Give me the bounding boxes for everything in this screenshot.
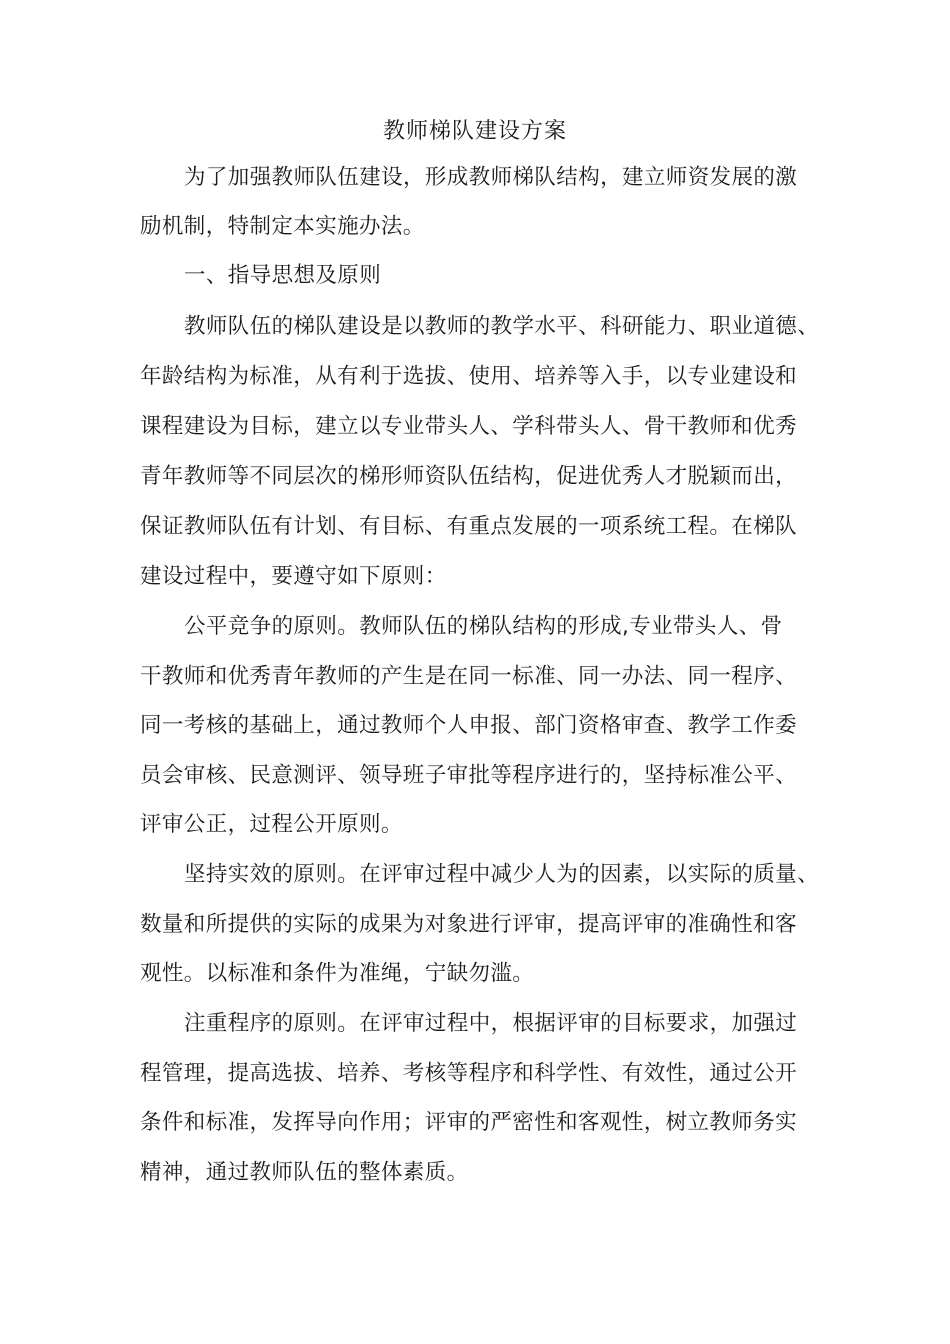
effectiveness-line-3: 观性。以标准和条件为准绳，宁缺勿滥。: [140, 961, 535, 986]
guiding-para-line-3: 课程建设为目标，建立以专业带头人、学科带头人、骨干教师和优秀: [140, 414, 798, 439]
intro-line-2: 励机制，特制定本实施办法。: [140, 214, 425, 239]
procedure-line-1: 注重程序的原则。在评审过程中，根据评审的目标要求，加强过: [184, 1011, 798, 1036]
effectiveness-line-2: 数量和所提供的实际的成果为对象进行评审，提高评审的准确性和客: [140, 912, 798, 937]
document-title: 教师梯队建设方案: [382, 119, 567, 144]
guiding-para-line-2: 年龄结构为标准，从有利于选拔、使用、培养等入手，以专业建设和: [140, 364, 798, 389]
fair-competition-line-5: 评审公正，过程公开原则。: [140, 812, 403, 837]
procedure-line-3: 条件和标准，发挥导向作用；评审的严密性和客观性，树立教师务实: [140, 1110, 798, 1135]
procedure-line-2: 程管理，提高选拔、培养、考核等程序和科学性、有效性，通过公开: [140, 1061, 798, 1086]
fair-competition-line-1: 公平竞争的原则。教师队伍的梯队结构的形成,专业带头人、骨: [184, 614, 783, 639]
fair-competition-line-2: 干教师和优秀青年教师的产生是在同一标准、同一办法、同一程序、: [140, 664, 798, 689]
fair-competition-line-3: 同一考核的基础上，通过教师个人申报、部门资格审查、教学工作委: [140, 713, 798, 738]
guiding-para-line-5: 保证教师队伍有计划、有目标、有重点发展的一项系统工程。在梯队: [140, 514, 798, 539]
guiding-para-line-6: 建设过程中，要遵守如下原则：: [140, 564, 447, 589]
effectiveness-line-1: 坚持实效的原则。在评审过程中减少人为的因素，以实际的质量、: [184, 862, 820, 887]
intro-line-1: 为了加强教师队伍建设，形成教师梯队结构，建立师资发展的激: [184, 165, 798, 190]
guiding-para-line-4: 青年教师等不同层次的梯形师资队伍结构，促进优秀人才脱颖而出，: [140, 464, 798, 489]
fair-competition-line-4: 员会审核、民意测评、领导班子审批等程序进行的，坚持标准公平、: [140, 763, 798, 788]
procedure-line-4: 精神，通过教师队伍的整体素质。: [140, 1160, 469, 1185]
section-heading-1: 一、指导思想及原则: [184, 263, 382, 288]
guiding-para-line-1: 教师队伍的梯队建设是以教师的教学水平、科研能力、职业道德、: [184, 314, 820, 339]
